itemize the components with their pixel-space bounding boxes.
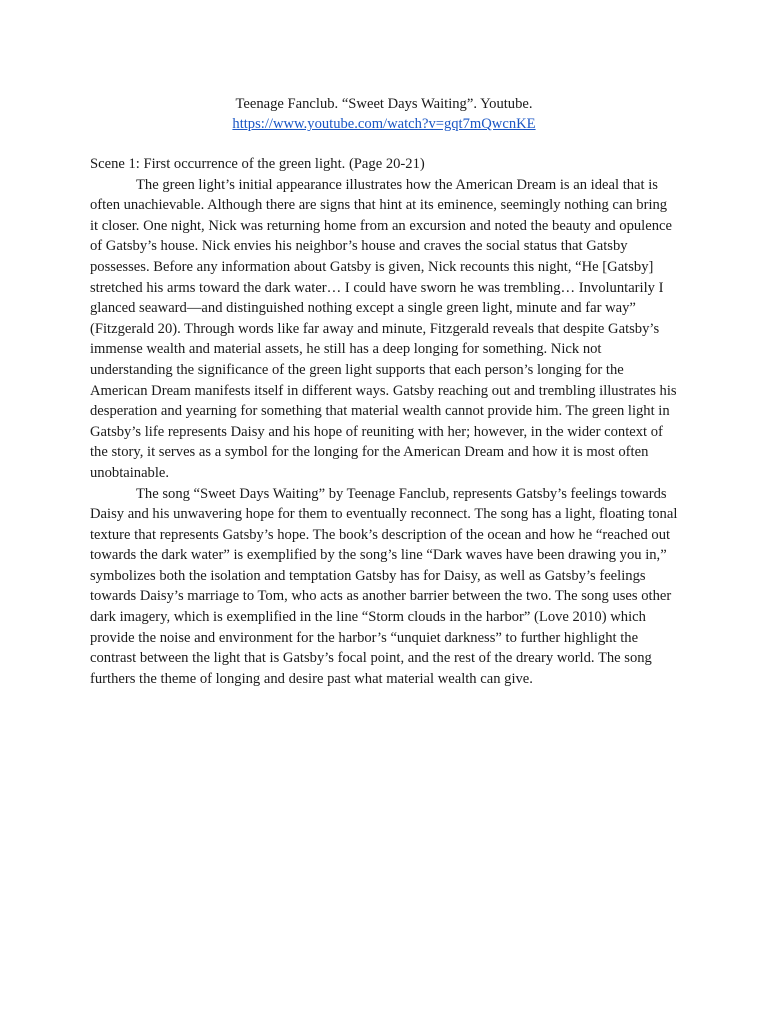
youtube-link[interactable]: https://www.youtube.com/watch?v=gqt7mQwcnKE (232, 116, 536, 132)
paragraph-song-analysis: The song “Sweet Days Waiting” by Teenage Fanclub, represents Gatsby’s feelings towards Daisy and his unwavering hope for them to eventually reconnect. The song has a light, floating tonal texture that represents Gatsby’s hope. The book’s description of the ocean and how he “reached out towards the dark water” is exemplified by the song’s line “Dark waves have been drawing you in,” symbolizes both the isolation and temptation Gatsby has for Daisy, as well as Gatsby’s feelings towards Daisy’s marriage to Tom, who acts as another barrier between the two. The song uses other dark imagery, which is exemplified in the line “Storm clouds in the harbor” (Love 2010) which provide the noise and environment for the harbor’s “unquiet darkness” to further highlight the contrast between the light that is Gatsby’s focal point, and the rest of the dreary world. The song furthers the theme of longing and desire past what material wealth can give. (90, 485, 678, 687)
citation-block (0, 94, 768, 134)
paragraph-green-light: The green light’s initial appearance illustrates how the American Dream is an ideal that is often unachievable. Although there are signs that hint at its eminence, seemingly nothing can bring it closer. One night, Nick was returning home from an excursion and noted the beauty and opulence of Gatsby’s house. Nick envies his neighbor’s house and craves the social status that Gatsby possesses. Before any information about Gatsby is given, Nick recounts this night, “He [Gatsby] stretched his arms toward the dark water… I could have sworn he was trembling… Involuntarily I glanced seaward—and distinguished nothing except a single green light, minute and far way” (Fitzgerald 20). Through words like far away and minute, Fitzgerald reveals that despite Gatsby’s immense wealth and material assets, he still has a deep longing for something. Nick not understanding the significance of the green light supports that each person’s longing for the American Dream manifests itself in different ways. Gatsby reaching out and trembling illustrates his desperation and yearning for something that material wealth cannot provide him. The green light in Gatsby’s life represents Daisy and his hope of reuniting with her; however, in the wider context of the story, it serves as a symbol for the longing for the American Dream and how it is most often unobtainable. (90, 176, 677, 481)
essay-body (90, 154, 678, 689)
scene-heading: Scene 1: First occurrence of the green light. (Page 20-21) (90, 156, 425, 172)
citation-title: Teenage Fanclub. “Sweet Days Waiting”. Youtube. (235, 96, 533, 112)
citation-url-line (0, 114, 768, 134)
